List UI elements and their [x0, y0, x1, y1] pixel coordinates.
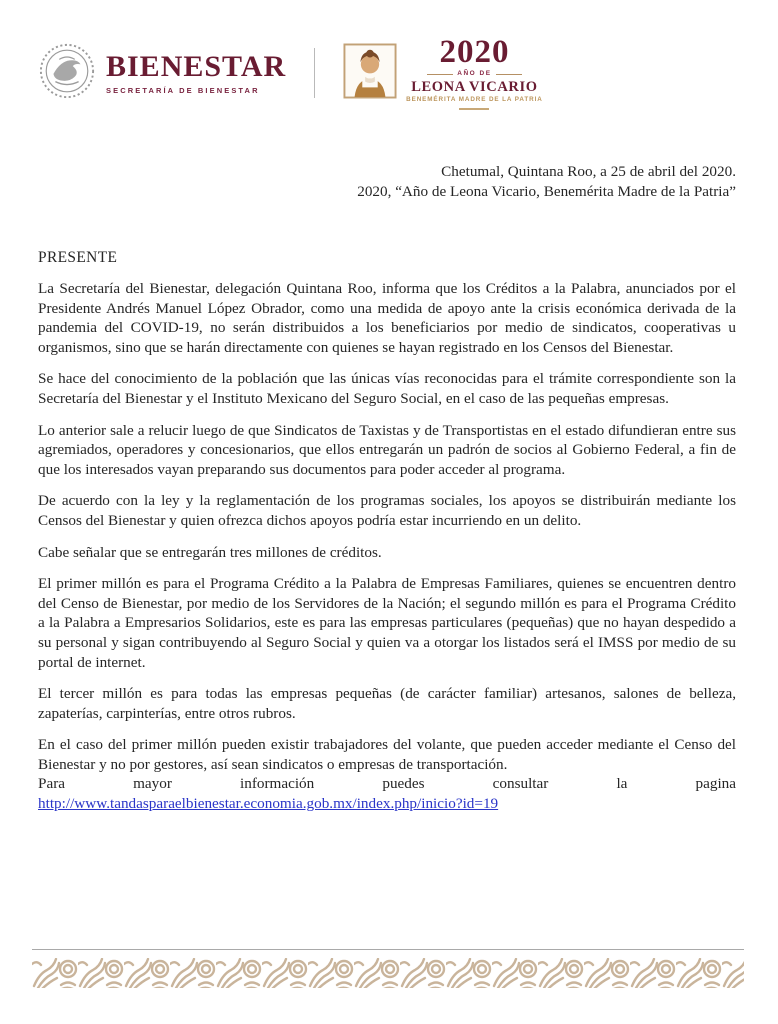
date-line: Chetumal, Quintana Roo, a 25 de abril del 2020.: [441, 163, 736, 180]
paragraph: Se hace del conocimiento de la población que las únicas vías reconocidas para el trámite correspondiente son la Secretaría del Bienestar y el Instituto Mexicano del Seguro Social, en el caso de las pequeñas empresas.: [38, 370, 736, 407]
letterhead-divider: [314, 48, 315, 98]
date-block: [38, 162, 736, 202]
paragraph: En el caso del primer millón pueden existir trabajadores del volante, que pueden acceder mediante el Censo del Bienestar y no por gestores, así sean sindicatos o empresas de transportación.: [38, 736, 736, 773]
aztec-greca-pattern-icon: [32, 958, 744, 988]
tandas-bienestar-link[interactable]: http://www.tandasparaelbienestar.economia.gob.mx/index.php/inicio?id=19: [38, 795, 499, 813]
eagle-seal-icon: [38, 42, 96, 105]
year-name: LEONA VICARIO: [411, 78, 538, 95]
bienestar-wordmark: [106, 49, 287, 95]
paragraph: De acuerdo con la ley y la reglamentación de los programas sociales, los apoyos se distribuirán mediante los Censos del Bienestar y quien ofrezca dichos apoyos podría estar incurriendo en un delito.: [38, 492, 736, 529]
footer-rule: [32, 949, 744, 950]
paragraph: Cabe señalar que se entregarán tres millones de créditos.: [38, 543, 382, 561]
leona-vicario-logo: [343, 36, 543, 109]
page-footer: [32, 949, 744, 988]
year-label: AÑO DE: [427, 71, 521, 78]
year-2020-wordmark: [406, 36, 543, 109]
year-title: BENEMÉRITA MADRE DE LA PATRIA: [406, 96, 543, 104]
brand-subtitle: SECRETARÍA DE BIENESTAR: [106, 85, 260, 95]
letterhead: [38, 34, 736, 106]
paragraph: Lo anterior sale a relucir luego de que Sindicatos de Taxistas y de Transportistas en el estado difundieran entre sus agremiados, operadores y concesionarios, que ellos entregarán un padrón de socios al Gobierno Federal, a fin de que los interesados vayan preparando sus documentos para poder acceder al programa.: [38, 421, 736, 478]
year-motto-line: 2020, “Año de Leona Vicario, Benemérita Madre de la Patria”: [357, 183, 736, 200]
year-dash: [459, 108, 489, 110]
link-line: [38, 794, 736, 814]
leona-vicario-portrait-icon: [343, 43, 397, 104]
paragraph: El primer millón es para el Programa Crédito a la Palabra de Empresas Familiares, quienes se encuentren dentro del Censo de Bienestar, por medio de los Servidores de la Nación; el segundo millón es para el Programa Crédito a la Palabra a Empresarios Solidarios, este es para las empresas particulares (pequeñas) que no hayan despedido a su personal y sigan contribuyendo al Seguro Social y quien va a otorgar los listados será el IMSS por medio de su portal de internet.: [38, 575, 736, 671]
year-number: 2020: [439, 34, 510, 71]
salutation: PRESENTE: [38, 249, 118, 266]
paragraph: La Secretaría del Bienestar, delegación Quintana Roo, informa que los Créditos a la Palabra, anunciados por el Presidente Andrés Manuel López Obrador, como una medida de apoyo ante la crisis económica derivada de la pandemia del COVID-19, no serán distribuidos a los beneficiarios por medio de sindicatos, cooperativas u organismos, sino que se harán directamente con quienes se hayan registrado en los Censos del Bienestar.: [38, 280, 736, 356]
bienestar-logo: [38, 42, 286, 105]
paragraph: El tercer millón es para todas las empresas pequeñas (de carácter familiar) artesanos, salones de belleza, zapaterías, carpinterías, entre otros rubros.: [38, 685, 736, 722]
info-line: Para mayor información puedes consultar la pagina: [38, 775, 736, 793]
brand-name: BIENESTAR: [106, 49, 287, 83]
